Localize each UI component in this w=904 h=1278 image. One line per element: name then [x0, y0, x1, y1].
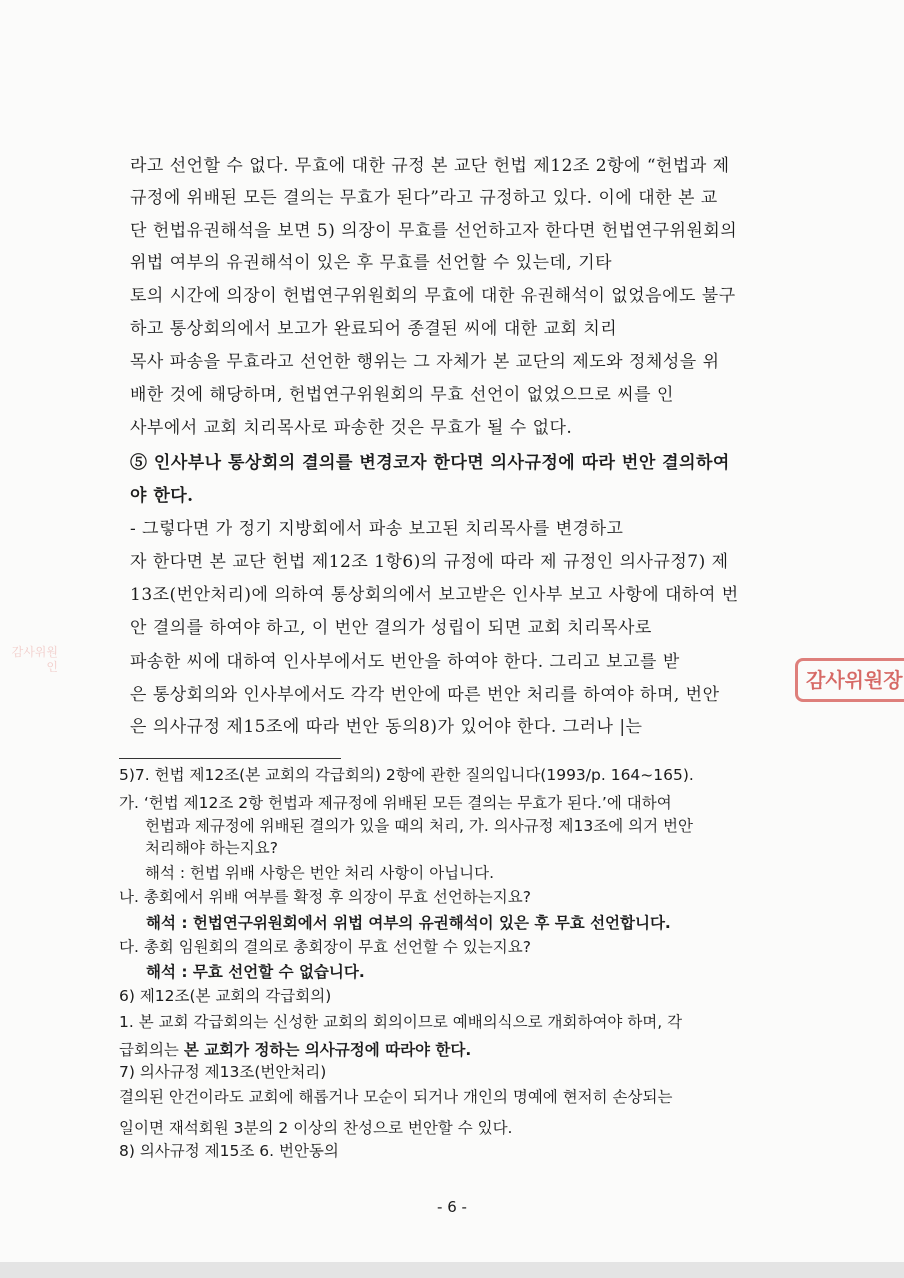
body-line: 단 헌법유권해석을 보면 5) 의장이 무효를 선언하고자 한다면 헌법연구위원회의 [130, 221, 738, 241]
body-line: 안 결의를 하여야 하고, 이 번안 결의가 성립이 되면 교회 치리목사로 [130, 618, 652, 638]
footnote-line: 결의된 안건이라도 교회에 해롭거나 모순이 되거나 개인의 명예에 현저히 손상되는 [119, 1088, 673, 1106]
footnote-line: 다. 총회 임원회의 결의로 총회장이 무효 선언할 수 있는지요? [119, 938, 531, 956]
footnote-line: 7) 의사규정 제13조(번안처리) [119, 1063, 327, 1081]
footnote-line: 1. 본 교회 각급회의는 신성한 교회의 회의이므로 예배의식으로 개회하여야 하며, 각 [119, 1013, 683, 1031]
body-line: 목사 파송을 무효라고 선언한 행위는 그 자체가 본 교단의 제도와 정체성을 위 [130, 352, 720, 372]
body-line: 배한 것에 해당하며, 헌법연구위원회의 무효 선언이 없었으므로 씨를 인 [130, 385, 674, 405]
footnote-line: 8) 의사규정 제15조 6. 번안동의 [119, 1142, 339, 1160]
section-heading: 야 한다. [130, 486, 194, 506]
footnote-line: 처리해야 하는지요? [145, 839, 278, 857]
body-line: 위법 여부의 유권해석이 있은 후 무효를 선언할 수 있는데, 기타 [130, 253, 613, 273]
body-line: 토의 시간에 의장이 헌법연구위원회의 무효에 대한 유권해석이 없었음에도 불구 [130, 286, 736, 306]
footnote-line: 급회의는 본 교회가 정하는 의사규정에 따라야 한다. [119, 1041, 472, 1059]
body-line: - 그렇다면 가 정기 지방회에서 파송 보고된 치리목사를 변경하고 [130, 519, 624, 539]
body-line: 라고 선언할 수 없다. 무효에 대한 규정 본 교단 헌법 제12조 2항에 “헌법과 제 [130, 156, 730, 176]
page-bottom-edge [0, 1262, 904, 1278]
footnote-line: 해석 : 헌법연구위원회에서 위법 여부의 유권해석이 있은 후 무효 선언합니다. [146, 914, 671, 932]
seal-stamp-left: 감사위원 인 [11, 645, 58, 674]
footnote-line: 가. ‘헌법 제12조 2항 헌법과 제규정에 위배된 모든 결의는 무효가 된다.’에 대하여 [119, 794, 672, 812]
seal-stamp-text: 감사위원장 [795, 658, 904, 702]
body-line: 은 통상회의와 인사부에서도 각각 번안에 따른 번안 처리를 하여야 하며, 번안 [130, 685, 720, 705]
footnote-line: 5)7. 헌법 제12조(본 교회의 각급회의) 2항에 관한 질의입니다(1993/p. 164~165). [119, 766, 694, 784]
body-line: 13조(번안처리)에 의하여 통상회의에서 보고받은 인사부 보고 사항에 대하여 번 [130, 585, 739, 605]
body-line: 규정에 위배된 모든 결의는 무효가 된다”라고 규정하고 있다. 이에 대한 본 교 [130, 188, 718, 208]
seal-stamp-right [785, 650, 904, 710]
section-heading: ⑤ 인사부나 통상회의 결의를 변경코자 한다면 의사규정에 따라 번안 결의하여 [130, 453, 730, 473]
footnote-line: 해석 : 무효 선언할 수 없습니다. [146, 963, 365, 981]
footnote-divider [119, 758, 341, 759]
body-line: 파송한 씨에 대하여 인사부에서도 번안을 하여야 한다. 그리고 보고를 받 [130, 652, 680, 672]
body-line: 사부에서 교회 치리목사로 파송한 것은 무효가 될 수 없다. [130, 418, 573, 438]
footnote-line: 나. 총회에서 위배 여부를 확정 후 의장이 무효 선언하는지요? [119, 888, 531, 906]
body-line: 은 의사규정 제15조에 따라 번안 동의8)가 있어야 한다. 그러나 |는 [130, 717, 643, 737]
footnote-line: 일이면 재석회원 3분의 2 이상의 찬성으로 번안할 수 있다. [119, 1119, 513, 1137]
footnote-line: 헌법과 제규정에 위배된 결의가 있을 때의 처리, 가. 의사규정 제13조에 의거 번안 [145, 817, 693, 835]
footnote-line: 해석 : 헌법 위배 사항은 번안 처리 사항이 아닙니다. [145, 864, 495, 882]
body-line: 하고 통상회의에서 보고가 완료되어 종결된 씨에 대한 교회 치리 [130, 319, 618, 339]
footnote-line: 6) 제12조(본 교회의 각급회의) [119, 987, 332, 1005]
page-number: - 6 - [437, 1198, 467, 1216]
body-line: 자 한다면 본 교단 헌법 제12조 1항6)의 규정에 따라 제 규정인 의사규정7) 제 [130, 552, 729, 572]
